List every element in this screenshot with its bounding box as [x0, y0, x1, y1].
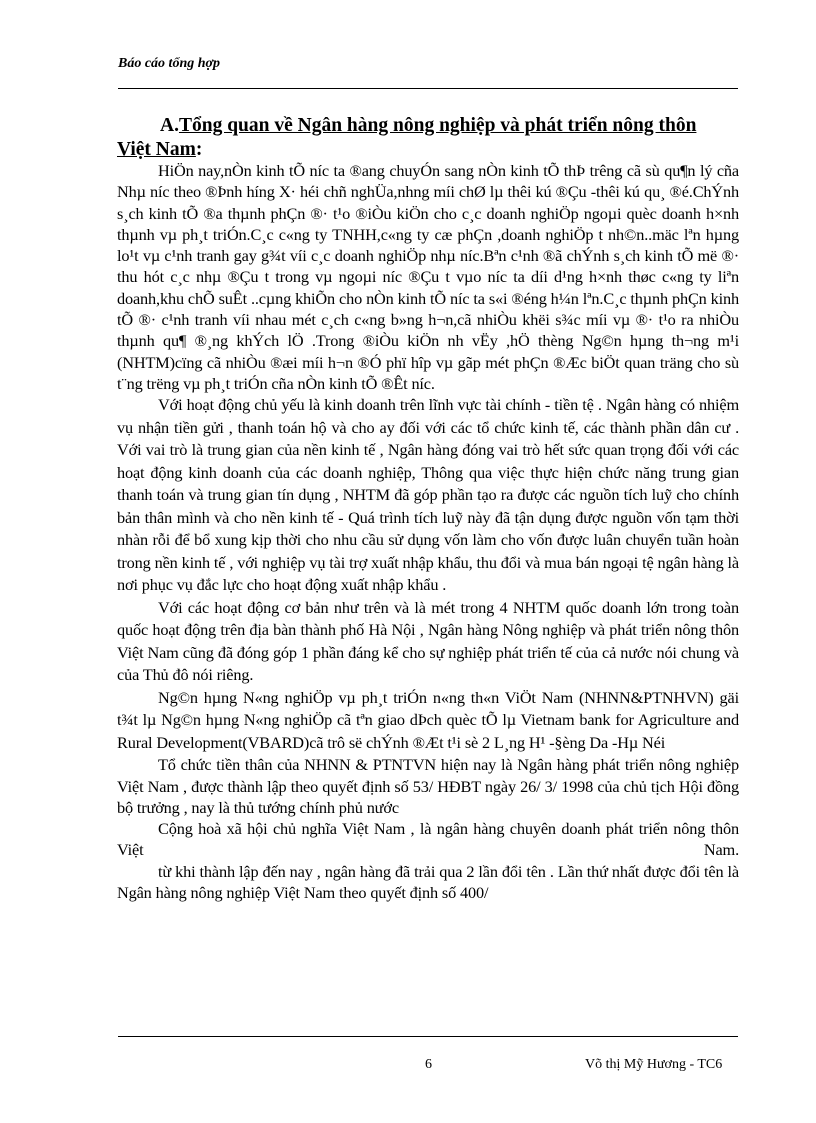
heading-line-1: Tổng quan về Ngân hàng nông nghiệp và phát triển nông thôn: [178, 115, 697, 136]
page-number: 6: [425, 1057, 432, 1072]
footer-author: Võ thị Mỹ Hương - TC6: [585, 1057, 723, 1072]
heading-line-2: Việt Nam: [117, 139, 196, 160]
footer-divider: [118, 1036, 738, 1037]
heading-colon: :: [195, 139, 203, 160]
paragraph-3: Với các hoạt động cơ bản như trên và là mét trong 4 NHTM quốc doanh lớn trong toàn quốc hoạt động trên địa bàn thành phố Hà Nội , Ngân hàng Nông nghiệp và phát triển nông thôn Việt Nam cũng đã đóng góp 1 phần đáng kể cho sự nghiệp phát triển tế của cả nước nói chung và của Thủ đô nói riêng.: [117, 597, 739, 685]
paragraph-4: Ng©n hµng N«ng nghiÖp vµ ph¸t triÓn n«ng th«n ViÖt Nam (NHNN&PTNHVN) gäi t¾t lµ Ng©n hµng N«ng nghiÖp cã tªn giao dÞch quèc tÕ lµ Vietnam bank for Agriculture and Rural Development(VBARD)cã trô së chÝnh ®Æt t¹i sè 2 L¸ng H¹ -§èng Da -Hµ Néi: [117, 687, 739, 752]
paragraph-5: Tổ chức tiền thân của NHNN & PTNTVN hiện nay là Ngân hàng phát triển nông nghiệp Việt Nam , được thành lập theo quyết định số 53/ HĐBT ngày 26/ 3/ 1998 của chủ tịch Hội đồng bộ trưởng , nay là thủ tướng chính phủ nước: [117, 755, 739, 817]
header-divider: [118, 88, 738, 89]
paragraph-1: HiÖn nay,nÒn kinh tÕ níc ta ®ang chuyÓn sang nÒn kinh tÕ thÞ trêng cã sù qu¶n lý cña Nhµ níc theo ®Þnh híng X· héi chñ nghÜa,nhng míi chØ lµ thêi kú ®Çu -thêi kú qu¸ ®é.ChÝnh s¸ch kinh tÕ ®a thµnh phÇn ®· t¹o ®iÒu kiÖn cho c¸c doanh nghiÖp ngoµi quèc doanh h×nh thµnh vµ ph¸t triÓn.C¸c c«ng ty TNHH,c«ng ty cæ phÇn ,doanh nghiÖp t nh©n..mäc lªn hµng lo¹t vµ c¹nh tranh gay g¾t víi c¸c doanh nghiÖp nhµ níc.Bªn c¹nh ®ã chÝnh s¸ch kinh tÕ më ®· thu hót c¸c nhµ ®Çu t trong vµ ngoµi níc ®Çu t vµo níc ta díi d¹ng h×nh thøc c«ng ty liªn doanh,khu chÕ suÊt ..cµng khiÕn cho nÒn kinh tÕ níc ta s«i ®éng h¼n lªn.C¸c thµnh phÇn kinh tÕ ®· c¹nh tranh víi nhau mét c¸ch c«ng b»ng h¬n,cã nhiÒu khëi s¾c míi vµ ®· t¹o ra nhiÒu thµnh qu¶ ®¸ng khÝch lÖ .Trong ®iÒu kiÖn nh vËy ,hÖ thèng Ng©n hµng th¬ng m¹i (NHTM)cïng cã nhiÒu ®æi míi h¬n ®Ó phï hîp vµ gãp mét phÇn ®Æc biÖt quan träng cho sù t¨ng trëng vµ ph¸t triÓn cña nÒn kinh tÕ ®Êt níc.: [117, 161, 739, 393]
section-heading: [117, 114, 760, 160]
paragraph-6: Cộng hoà xã hội chủ nghĩa Việt Nam , là ngân hàng chuyên doanh phát triển nông thôn Việt Nam.: [117, 819, 739, 860]
paragraph-7: từ khi thành lập đến nay , ngân hàng đã trải qua 2 lần đổi tên . Lần thứ nhất được đổi tên là Ngân hàng nông nghiệp Việt Nam theo quyết định số 400/: [117, 861, 739, 903]
document-header-title: Báo cáo tổng hợp: [118, 56, 221, 71]
paragraph-2: Với hoạt động chủ yếu là kinh doanh trên lĩnh vực tài chính - tiền tệ . Ngân hàng có nhiệm vụ nhận tiền gửi , thanh toán hộ và cho ay đối với các tổ chức kinh tế, các thành phần dân cư . Với vai trò là trung gian của nền kinh tế , Ngân hàng đóng vai trò hết sức quan trọng đối với các hoạt động kinh doanh của các doanh nghiệp, Thông qua việc thực hiện chức năng trung gian thanh toán và trung gian tín dụng , NHTM đã góp phần tạo ra được các nguồn tích luỹ cho chính bản thân mình và cho nền kinh tế - Quá trình tích luỹ này đã tận dụng được nguồn vốn tạm thời nhàn rỗi để bổ xung kịp thời cho nhu cầu sử dụng vốn làm cho vốn được luân chuyển tuần hoàn trong nền kinh tế , với nghiệp vụ tài trợ xuất nhập khẩu, thu đổi và mua bán ngoại tệ ngân hàng là nơi phục vụ đắc lực cho hoạt động xuất nhập khẩu .: [117, 395, 739, 595]
document-body: [117, 160, 739, 903]
heading-prefix: A.: [160, 115, 179, 136]
